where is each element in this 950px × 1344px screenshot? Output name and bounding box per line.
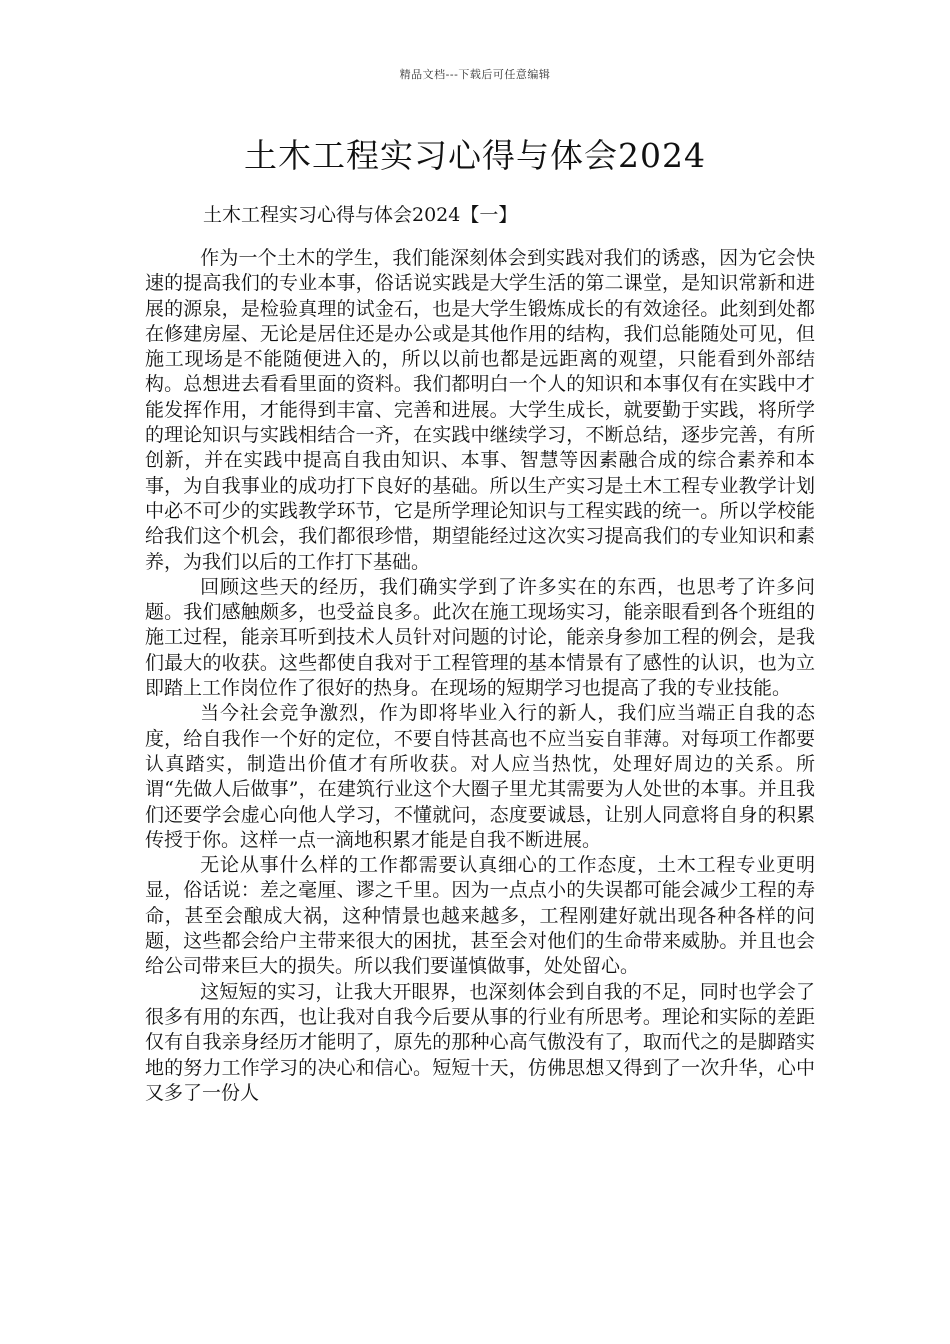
body-paragraph: 这短短的实习，让我大开眼界，也深刻体会到自我的不足，同时也学会了很多有用的东西，也让我对自我今后要从事的行业有所思考。理论和实际的差距仅有自我亲身经历才能明了，原先的那种心高气傲没有了，取而代之的是脚踏实地的努力工作学习的决心和信心。短短十天，仿佛思想又得到了一次升华，心中又多了一份人 (145, 980, 815, 1104)
document-title: 土木工程实习心得与体会2024 (244, 136, 706, 175)
page-header-note: 精品文档---下载后可任意编辑 (399, 68, 551, 81)
body-paragraph: 无论从事什么样的工作都需要认真细心的工作态度，土木工程专业更明显，俗话说：差之毫厘、谬之千里。因为一点点小的失误都可能会减少工程的寿命，甚至会酿成大祸，这种情景也越来越多，工程刚建好就出现各种各样的问题，这些都会给户主带来很大的困扰，甚至会对他们的生命带来威胁。并且也会给公司带来巨大的损失。所以我们要谨慎做事，处处留心。 (145, 854, 815, 978)
body-paragraph: 当今社会竞争激烈，作为即将毕业入行的新人，我们应当端正自我的态度，给自我作一个好的定位，不要自恃甚高也不应当妄自菲薄。对每项工作都要认真踏实，制造出价值才有所收获。对人应当热忱，处理好周边的关系。所谓“先做人后做事”，在建筑行业这个大圈子里尤其需要为人处世的本事。并且我们还要学会虚心向他人学习，不懂就问，态度要诚恳，让别人同意将自身的积累传授于你。这样一点一滴地积累才能是自我不断进展。 (145, 702, 815, 851)
section-heading: 土木工程实习心得与体会2024【一】 (203, 204, 518, 226)
body-paragraph: 作为一个土木的学生，我们能深刻体会到实践对我们的诱惑，因为它会快速的提高我们的专业本事，俗话说实践是大学生活的第二课堂，是知识常新和进展的源泉，是检验真理的试金石，也是大学生锻炼成长的有效途径。此刻到处都在修建房屋、无论是居住还是办公或是其他作用的结构，我们总能随处可见，但施工现场是不能随便进入的，所以以前也都是远距离的观望，只能看到外部结构。总想进去看看里面的资料。我们都明白一个人的知识和本事仅有在实践中才能发挥作用，才能得到丰富、完善和进展。大学生成长，就要勤于实践，将所学的理论知识与实践相结合一齐，在实践中继续学习，不断总结，逐步完善，有所创新，并在实践中提高自我由知识、本事、智慧等因素融合成的综合素养和本事，为自我事业的成功打下良好的基础。所以生产实习是土木工程专业教学计划中必不可少的实践教学环节，它是所学理论知识与工程实践的统一。所以学校能给我们这个机会，我们都很珍惜，期望能经过这次实习提高我们的专业知识和素养，为我们以后的工作打下基础。 (145, 247, 815, 573)
body-paragraph: 回顾这些天的经历，我们确实学到了许多实在的东西，也思考了许多问题。我们感触颇多，也受益良多。此次在施工现场实习，能亲眼看到各个班组的施工过程，能亲耳听到技术人员针对问题的讨论，能亲身参加工程的例会，是我们最大的收获。这些都使自我对于工程管理的基本情景有了感性的认识，也为立即踏上工作岗位作了很好的热身。在现场的短期学习也提高了我的专业技能。 (145, 575, 815, 700)
document-body (145, 246, 815, 1106)
